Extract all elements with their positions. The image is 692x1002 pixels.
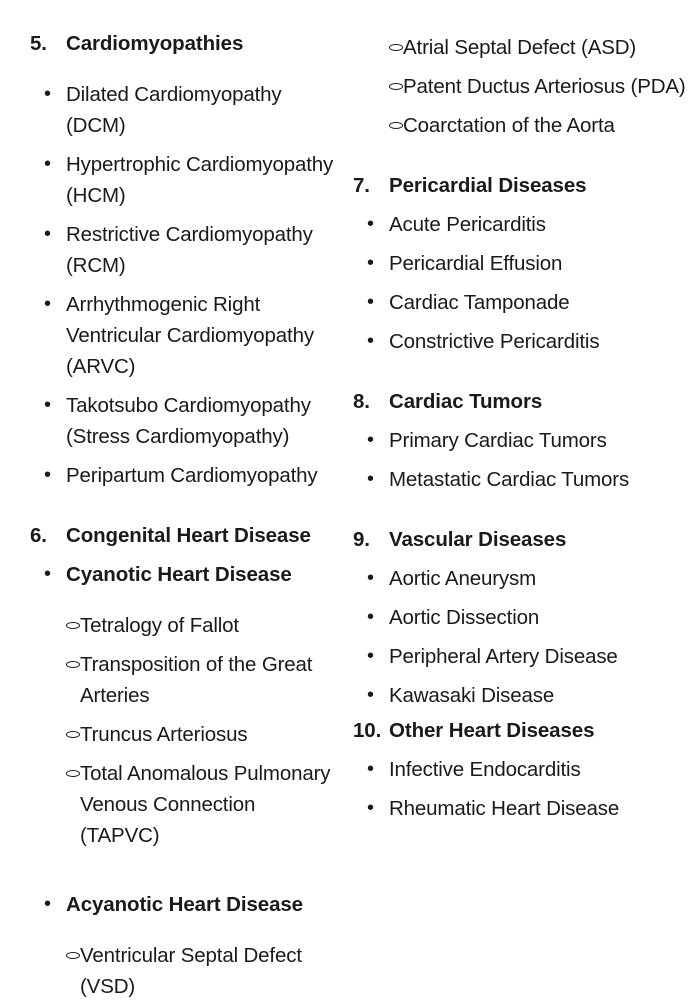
subsection-title: Cyanotic Heart Disease [66,563,292,586]
list-item-label: Aortic Dissection [389,606,540,629]
bullet-icon: • [367,645,374,667]
list-item-label: Ventricular Septal Defect (VSD) [80,944,302,998]
list-item-label: Restrictive Cardiomyopathy (RCM) [66,223,313,277]
list-item-label: Transposition of the Great Arteries [80,653,313,707]
list-item [353,209,686,240]
circle-bullet-icon [389,83,403,90]
list-item-label: Peripheral Artery Disease [389,645,618,668]
bullet-icon: • [367,606,374,628]
bullet-icon: • [367,797,374,819]
bullet-icon: • [367,291,374,313]
list-item-label: Metastatic Cardiac Tumors [389,468,630,491]
bullet-icon: • [367,252,374,274]
subsection-heading-acyanotic [30,889,340,920]
bullet-icon: • [367,468,374,490]
bullet-icon: • [44,293,51,315]
section-title: Vascular Diseases [389,528,567,551]
list-item-label: Coarctation of the Aorta [403,114,615,137]
section-heading-vascular-diseases [353,524,686,555]
list-number: 8. [353,390,370,413]
bullet-icon: • [367,330,374,352]
bullet-icon: • [44,153,51,175]
circle-bullet-icon [66,661,80,668]
list-item [30,219,340,281]
list-item-label: Peripartum Cardiomyopathy [66,464,318,487]
bullet-icon: • [44,83,51,105]
section-title: Other Heart Diseases [389,719,595,742]
bullet-icon: • [44,893,51,915]
list-item [353,563,686,594]
list-number: 10. [353,719,382,742]
list-item-label: Infective Endocarditis [389,758,581,781]
subsection-heading-cyanotic [30,559,340,590]
list-number: 5. [30,32,47,55]
list-item-label: Primary Cardiac Tumors [389,429,607,452]
circle-bullet-icon [66,622,80,629]
list-number: 6. [30,524,47,547]
list-item [353,680,686,711]
list-item-label: Arrhythmogenic Right Ventricular Cardiomyopathy (ARVC) [66,293,314,378]
bullet-icon: • [367,684,374,706]
list-item [30,758,340,851]
bullet-icon: • [367,567,374,589]
list-item-label: Patent Ductus Arteriosus (PDA) [403,75,686,98]
section-title: Cardiomyopathies [66,32,244,55]
circle-bullet-icon [389,44,403,51]
list-item-label: Pericardial Effusion [389,252,563,275]
list-item [30,289,340,382]
list-item [353,464,686,495]
list-item [30,649,340,711]
list-item [353,754,686,785]
list-item [353,425,686,456]
list-item-label: Cardiac Tamponade [389,291,570,314]
list-number: 9. [353,528,370,551]
bullet-icon: • [44,563,51,585]
circle-bullet-icon [66,952,80,959]
list-item [30,79,340,141]
left-column [0,28,346,1000]
list-item [353,32,686,63]
section-heading-other-heart-diseases [353,715,686,746]
section-heading-cardiac-tumors [353,386,686,417]
section-heading-cardiomyopathies [30,28,340,59]
bullet-icon: • [44,464,51,486]
bullet-icon: • [44,394,51,416]
list-item [30,610,340,641]
list-number: 7. [353,174,370,197]
list-item [353,641,686,672]
section-title: Congenital Heart Disease [66,524,311,547]
list-item-label: Dilated Cardiomyopathy (DCM) [66,83,282,137]
list-item [30,149,340,211]
list-item [30,719,340,750]
list-item [353,110,686,141]
list-item-label: Atrial Septal Defect (ASD) [403,36,637,59]
list-item [353,248,686,279]
list-item-label: Rheumatic Heart Disease [389,797,620,820]
bullet-icon: • [367,213,374,235]
list-item-label: Aortic Aneurysm [389,567,536,590]
section-title: Cardiac Tumors [389,390,543,413]
list-item-label: Truncus Arteriosus [80,723,248,746]
list-item [353,793,686,824]
section-heading-pericardial-diseases [353,170,686,201]
circle-bullet-icon [389,122,403,129]
bullet-icon: • [367,429,374,451]
circle-bullet-icon [66,770,80,777]
list-item [30,460,340,491]
list-item [353,71,686,102]
list-item-label: Hypertrophic Cardiomyopathy (HCM) [66,153,334,207]
list-item-label: Takotsubo Cardiomyopathy (Stress Cardiomyopathy) [66,394,311,448]
list-item [30,390,340,452]
section-title: Pericardial Diseases [389,174,587,197]
list-item-label: Tetralogy of Fallot [80,614,239,637]
list-item [30,940,340,1002]
list-item [353,287,686,318]
bullet-icon: • [367,758,374,780]
bullet-icon: • [44,223,51,245]
right-column [346,28,692,1000]
list-item-label: Constrictive Pericarditis [389,330,600,353]
list-item-label: Kawasaki Disease [389,684,555,707]
circle-bullet-icon [66,731,80,738]
list-item-label: Acute Pericarditis [389,213,546,236]
list-item [353,602,686,633]
section-heading-congenital-heart-disease [30,520,340,551]
list-item-label: Total Anomalous Pulmonary Venous Connection (TAPVC) [80,762,331,847]
list-item [353,326,686,357]
subsection-title: Acyanotic Heart Disease [66,893,303,916]
